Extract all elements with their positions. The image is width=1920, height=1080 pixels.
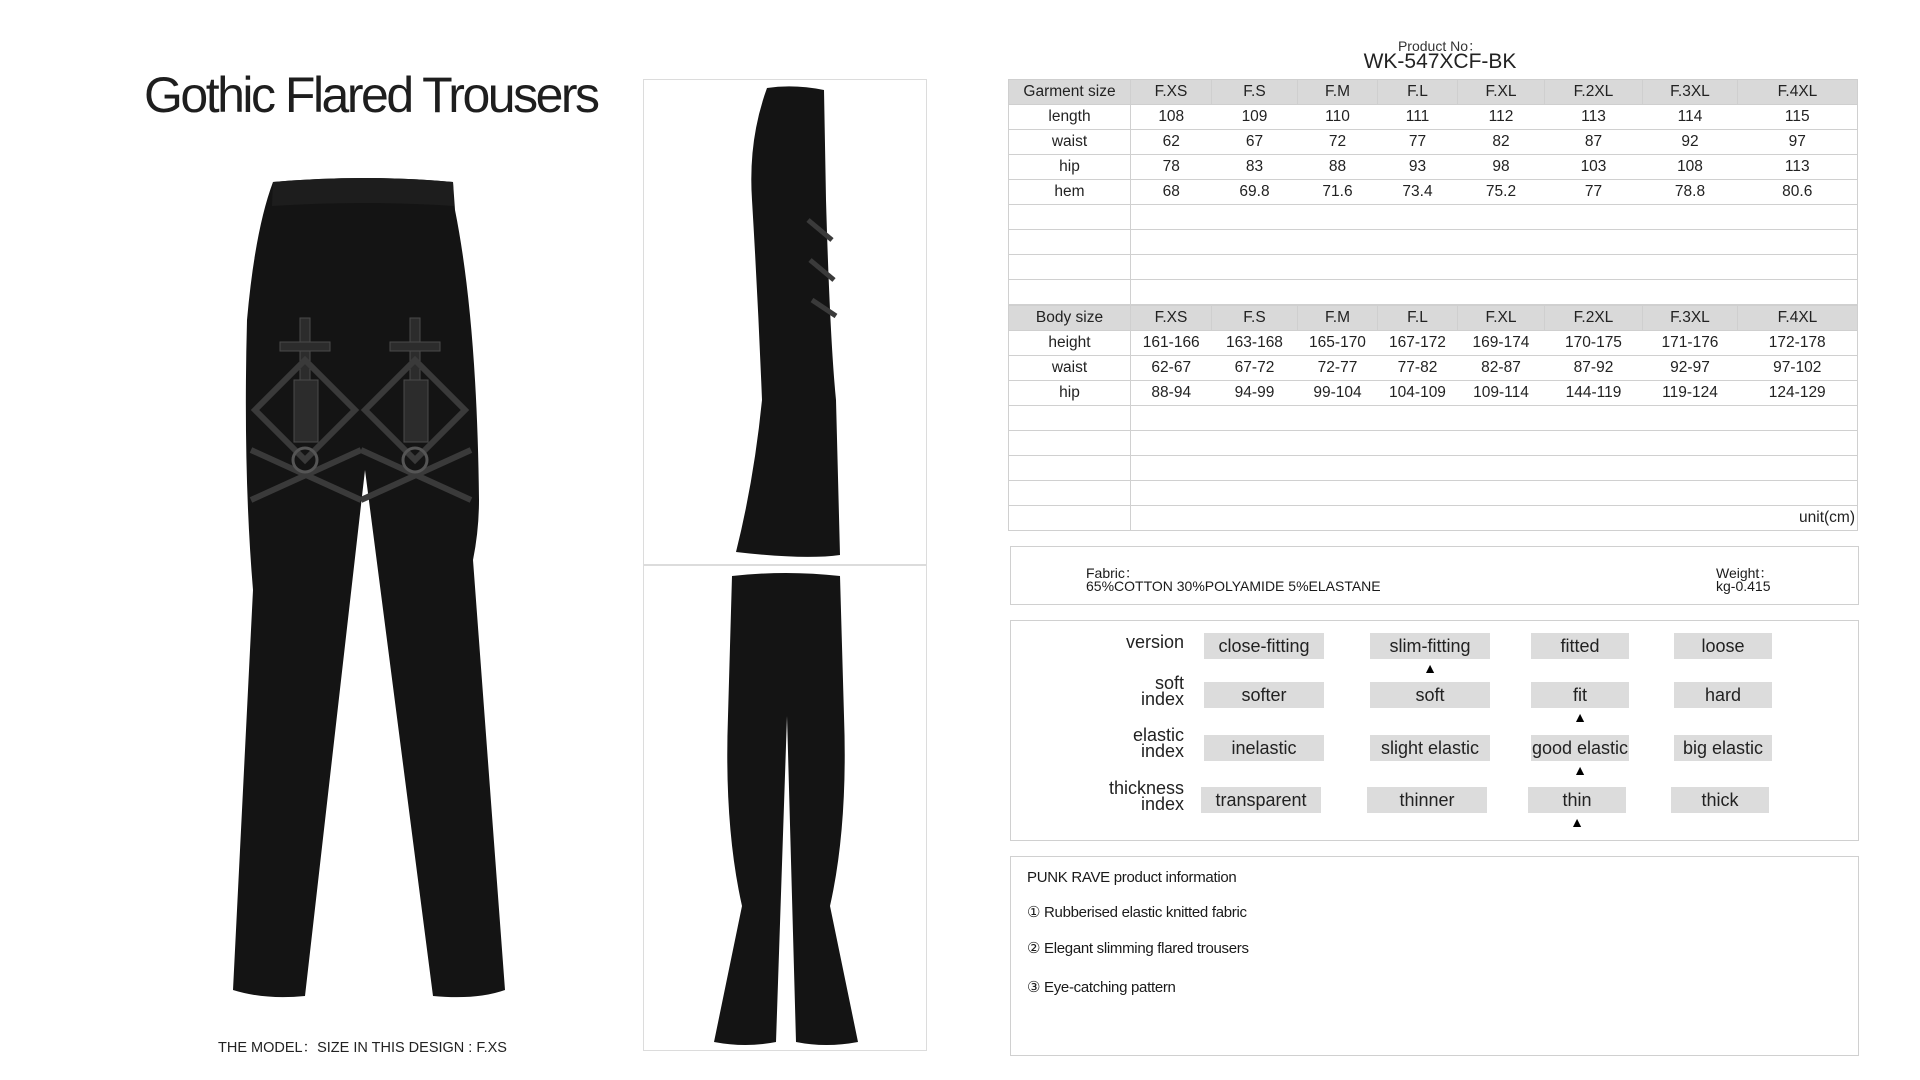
selected-marker: ▲ — [1573, 709, 1587, 725]
table-cell: 82-87 — [1458, 356, 1545, 381]
row-label: hip — [1009, 381, 1131, 406]
selected-marker: ▲ — [1573, 762, 1587, 778]
table-cell: 165-170 — [1298, 331, 1378, 356]
soft-index-label — [1064, 675, 1184, 707]
table-row — [1009, 180, 1858, 205]
version-label — [1064, 634, 1184, 650]
table-cell: 87 — [1545, 130, 1643, 155]
table-cell: 77-82 — [1378, 356, 1458, 381]
row-label: waist — [1009, 356, 1131, 381]
header-cell: F.4XL — [1738, 306, 1858, 331]
option-chip: soft — [1370, 682, 1490, 708]
product-number: WK-547XCF-BK — [1363, 50, 1517, 73]
table-cell: 161-166 — [1131, 331, 1212, 356]
table-cell: 92-97 — [1643, 356, 1738, 381]
row-label: height — [1009, 331, 1131, 356]
table-cell: 75.2 — [1458, 180, 1545, 205]
header-cell: F.XS — [1131, 80, 1212, 105]
table-cell: 62 — [1131, 130, 1212, 155]
table-cell: 99-104 — [1298, 381, 1378, 406]
table-cell: 93 — [1378, 155, 1458, 180]
table-row — [1009, 155, 1858, 180]
table-cell: 83 — [1212, 155, 1298, 180]
index-label-line: soft — [1154, 673, 1184, 693]
header-cell: Garment size — [1009, 80, 1131, 105]
table-cell: 67-72 — [1212, 356, 1298, 381]
option-chip: softer — [1204, 682, 1324, 708]
table-cell: 144-119 — [1545, 381, 1643, 406]
empty-row — [1009, 406, 1858, 431]
product-info-item: ② Elegant slimming flared trousers — [1027, 940, 1249, 957]
row-label: hip — [1009, 155, 1131, 180]
product-info-item: ① Rubberised elastic knitted fabric — [1027, 904, 1247, 921]
table-cell: 71.6 — [1298, 180, 1378, 205]
table-row — [1009, 356, 1858, 381]
option-chip: slim-fitting — [1370, 633, 1490, 659]
table-cell: 88-94 — [1131, 381, 1212, 406]
table-cell: 110 — [1298, 105, 1378, 130]
header-cell: F.M — [1298, 306, 1378, 331]
table-cell: 67 — [1212, 130, 1298, 155]
product-info-item: ③ Eye-catching pattern — [1027, 979, 1176, 996]
empty-row — [1009, 431, 1858, 456]
table-cell: 109 — [1212, 105, 1298, 130]
table-cell: 103 — [1545, 155, 1643, 180]
elastic-index-label — [1064, 727, 1184, 759]
table-cell: 170-175 — [1545, 331, 1643, 356]
table-cell: 112 — [1458, 105, 1545, 130]
header-cell: F.4XL — [1738, 80, 1858, 105]
header-cell: Body size — [1009, 306, 1131, 331]
empty-row — [1009, 230, 1858, 255]
unit-note: unit(cm) — [1131, 506, 1858, 531]
table-cell: 111 — [1378, 105, 1458, 130]
front-view-photo — [215, 170, 575, 1012]
header-cell: F.XL — [1458, 80, 1545, 105]
index-label-line: index — [1140, 689, 1184, 709]
table-cell: 171-176 — [1643, 331, 1738, 356]
table-cell: 97 — [1738, 130, 1858, 155]
index-label-line: elastic — [1132, 725, 1184, 745]
table-cell: 77 — [1378, 130, 1458, 155]
table-cell: 78.8 — [1643, 180, 1738, 205]
table-cell: 78 — [1131, 155, 1212, 180]
empty-row — [1009, 255, 1858, 280]
table-cell: 114 — [1643, 105, 1738, 130]
table-cell: 80.6 — [1738, 180, 1858, 205]
index-label-line: index — [1140, 741, 1184, 761]
table-cell: 77 — [1545, 180, 1643, 205]
table-cell: 172-178 — [1738, 331, 1858, 356]
table-cell: 167-172 — [1378, 331, 1458, 356]
header-cell: F.XS — [1131, 306, 1212, 331]
empty-row — [1009, 481, 1858, 506]
garment-size-table — [1008, 79, 1858, 305]
body-header-row — [1009, 306, 1858, 331]
header-cell: F.M — [1298, 80, 1378, 105]
table-cell: 113 — [1738, 155, 1858, 180]
garment-header-row — [1009, 80, 1858, 105]
table-cell: 109-114 — [1458, 381, 1545, 406]
table-cell: 163-168 — [1212, 331, 1298, 356]
table-cell: 104-109 — [1378, 381, 1458, 406]
index-label-line: index — [1140, 794, 1184, 814]
row-label: length — [1009, 105, 1131, 130]
option-chip: transparent — [1201, 787, 1321, 813]
option-chip: thinner — [1367, 787, 1487, 813]
header-cell: F.XL — [1458, 306, 1545, 331]
fit-index-box — [1010, 620, 1859, 841]
table-cell: 115 — [1738, 105, 1858, 130]
weight-label: Weight： — [1716, 565, 1774, 581]
option-chip: fit — [1531, 682, 1629, 708]
side-trousers-illustration — [644, 80, 928, 566]
table-cell: 113 — [1545, 105, 1643, 130]
side-view-photo — [643, 79, 927, 565]
empty-row — [1009, 456, 1858, 481]
option-chip: thick — [1671, 787, 1769, 813]
table-row — [1009, 331, 1858, 356]
header-cell: F.3XL — [1643, 306, 1738, 331]
table-cell: 169-174 — [1458, 331, 1545, 356]
table-cell: 68 — [1131, 180, 1212, 205]
back-trousers-illustration — [644, 566, 928, 1052]
option-chip: close-fitting — [1204, 633, 1324, 659]
unit-row — [1009, 506, 1858, 531]
header-cell: F.S — [1212, 306, 1298, 331]
row-label: waist — [1009, 130, 1131, 155]
option-chip: loose — [1674, 633, 1772, 659]
front-trousers-illustration — [215, 170, 575, 1012]
fabric-weight-box — [1010, 546, 1859, 605]
table-cell: 108 — [1643, 155, 1738, 180]
option-chip: hard — [1674, 682, 1772, 708]
header-cell: F.3XL — [1643, 80, 1738, 105]
product-number-label: Product No： — [1397, 38, 1483, 54]
table-cell: 82 — [1458, 130, 1545, 155]
table-row — [1009, 381, 1858, 406]
product-title: Gothic Flared Trousers — [144, 67, 598, 123]
header-cell: F.L — [1378, 80, 1458, 105]
table-cell: 119-124 — [1643, 381, 1738, 406]
table-cell: 92 — [1643, 130, 1738, 155]
header-cell: F.2XL — [1545, 306, 1643, 331]
fabric-label: Fabric： — [1086, 565, 1139, 581]
selected-marker: ▲ — [1570, 814, 1584, 830]
option-chip: thin — [1528, 787, 1626, 813]
header-cell: F.2XL — [1545, 80, 1643, 105]
table-row — [1009, 130, 1858, 155]
index-label-line: thickness — [1108, 778, 1184, 798]
table-cell: 72 — [1298, 130, 1378, 155]
back-view-photo — [643, 565, 927, 1051]
option-chip: slight elastic — [1370, 735, 1490, 761]
header-cell: F.S — [1212, 80, 1298, 105]
index-label-line: version — [1125, 632, 1184, 652]
weight-value: kg-0.415 — [1716, 578, 1771, 594]
table-cell: 97-102 — [1738, 356, 1858, 381]
table-row — [1009, 105, 1858, 130]
table-cell: 94-99 — [1212, 381, 1298, 406]
empty-row — [1009, 280, 1858, 305]
table-cell: 72-77 — [1298, 356, 1378, 381]
thickness-index-label — [1064, 780, 1184, 812]
table-cell: 62-67 — [1131, 356, 1212, 381]
option-chip: inelastic — [1204, 735, 1324, 761]
option-chip: fitted — [1531, 633, 1629, 659]
selected-marker: ▲ — [1423, 660, 1437, 676]
table-cell: 124-129 — [1738, 381, 1858, 406]
empty-row — [1009, 205, 1858, 230]
option-chip: good elastic — [1531, 735, 1629, 761]
table-cell: 87-92 — [1545, 356, 1643, 381]
table-cell: 108 — [1131, 105, 1212, 130]
model-size-note: THE MODEL：SIZE IN THIS DESIGN : F.XS — [218, 1040, 507, 1056]
body-size-table — [1008, 305, 1858, 531]
table-cell: 88 — [1298, 155, 1378, 180]
row-label: hem — [1009, 180, 1131, 205]
option-chip: big elastic — [1674, 735, 1772, 761]
header-cell: F.L — [1378, 306, 1458, 331]
table-cell: 98 — [1458, 155, 1545, 180]
table-cell: 69.8 — [1212, 180, 1298, 205]
product-info-title: PUNK RAVE product information — [1027, 869, 1237, 886]
table-cell: 73.4 — [1378, 180, 1458, 205]
fabric-value: 65%COTTON 30%POLYAMIDE 5%ELASTANE — [1086, 578, 1381, 594]
product-info-box — [1010, 856, 1859, 1056]
